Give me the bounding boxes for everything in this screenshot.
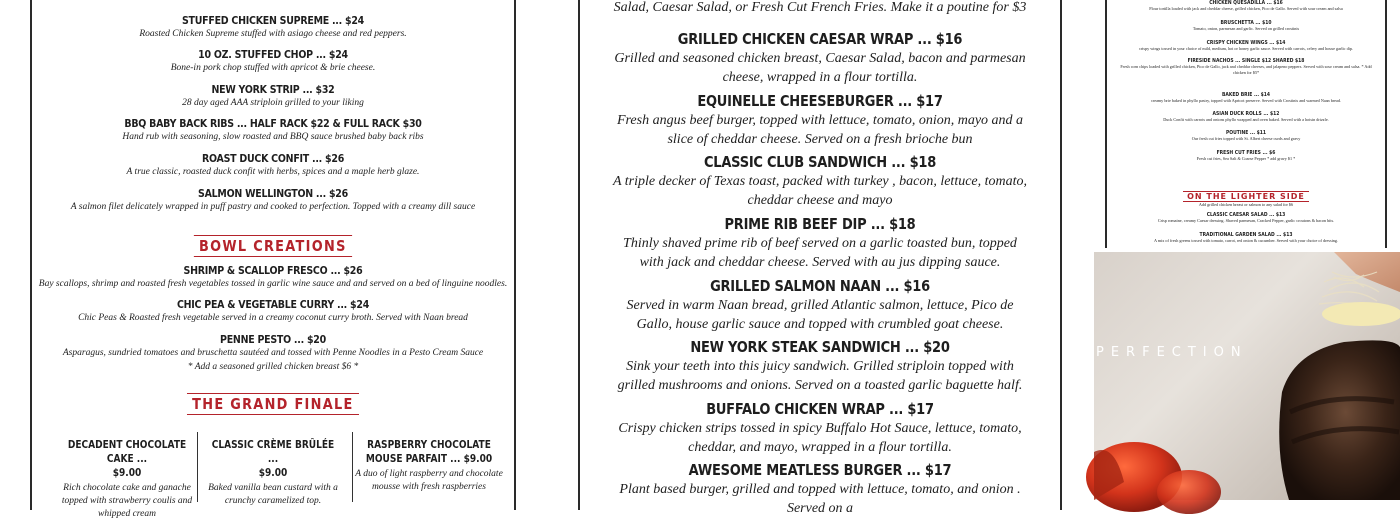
item-name: PENNE PESTO ... $20 (220, 333, 326, 346)
item-description: creamy brie baked in phyllo pastry, topped with Apricot preserve. Served with Crostinis and warmed Naan bread. (1150, 98, 1342, 103)
item-name: NEW YORK STRIP ... $32 (211, 83, 335, 96)
dessert-description: Rich chocolate cake and ganache topped with strawberry coulis and whipped cream (61, 483, 193, 519)
intro-text: Add grilled chicken breast or salmon to any salad for $6 (1198, 202, 1294, 207)
item-name: PRIME RIB BEEF DIP ... $18 (724, 215, 916, 233)
menu-item (580, 215, 1060, 272)
item-description: Crisp romaine, creamy Caesar dressing. Shaved parmesan, Cracked Pepper, garlic croutons & bacon bits. (1157, 218, 1335, 223)
item-name: 10 OZ. STUFFED CHOP ... $24 (198, 48, 348, 61)
item-name: ROAST DUCK CONFIT ... $26 (201, 152, 345, 165)
section-title: THE GRAND FINALE (187, 393, 359, 415)
item-name: POUTINE ... $11 (1225, 130, 1267, 136)
photo-caption: PERFECTION (1096, 345, 1248, 360)
menu-intro (1107, 202, 1385, 208)
menu-item (580, 461, 1060, 518)
menu-item (32, 152, 514, 179)
item-name: EQUINELLE CHEESEBURGER ... $17 (697, 92, 943, 110)
menu-item (1107, 40, 1385, 52)
item-description: A true classic, roasted duck confit with herbs, spices and a maple herb glaze. (126, 167, 420, 177)
item-description: Asparagus, sundried tomatoes and bruschetta sautéed and tossed with Penne Noodles in a Pesto Cream Sauce (62, 348, 484, 358)
dessert-description: Baked vanilla bean custard with a crunchy caramelized top. (208, 483, 338, 506)
section-title: BOWL CREATIONS (194, 235, 352, 257)
dessert-name: RASPBERRY CHOCOLATE MOUSE PARFAIT ... $9.00 (365, 439, 493, 465)
item-name: GRILLED CHICKEN CAESAR WRAP ... $16 (677, 30, 963, 48)
item-description: Bay scallops, shrimp and roasted fresh vegetables tossed in garlic wine sauce and and served on a bed of linguine noodles. (38, 279, 508, 289)
menu-page-mains (30, 0, 516, 519)
menu-item (580, 338, 1060, 395)
menu-item (1107, 111, 1385, 123)
item-name: SALMON WELLINGTON ... $26 (198, 187, 348, 200)
item-description: Bone-in pork chop stuffed with apricot & brie cheese. (170, 63, 376, 73)
item-description: Plant based burger, grilled and topped with lettuce, tomato, and onion . Served on a (619, 482, 1021, 516)
item-name: STUFFED CHICKEN SUPREME ... $24 (182, 14, 364, 27)
menu-item (1107, 150, 1385, 162)
menu-item (1107, 20, 1385, 32)
item-name: ASIAN DUCK ROLLS ... $12 (1212, 111, 1280, 117)
dessert-price: $9.00 (258, 467, 288, 479)
item-description: Served in warm Naan bread, grilled Atlantic salmon, lettuce, Pico de Gallo, house garlic sauce and topped with crumbled goat cheese. (626, 298, 1014, 332)
item-name: CHICKEN QUESADILLA ... $16 (1209, 0, 1283, 6)
menu-item (580, 30, 1060, 87)
item-description: A triple decker of Texas toast, packed with turkey , bacon, lettuce, tomato, cheddar cheese and mayo (612, 174, 1028, 208)
item-name: CLASSIC CAESAR SALAD ... $13 (1206, 212, 1286, 218)
dessert-name: CLASSIC CRÈME BRÛLÉE ... (211, 439, 335, 465)
item-description: Flour tortilla loaded with jack and cheddar cheese, grilled chicken, Pico de Gallo. Served with sour cream and salsa (1149, 6, 1343, 11)
dessert-item (198, 438, 348, 508)
divider (352, 432, 353, 502)
item-name: AWESOME MEATLESS BURGER ... $17 (688, 461, 952, 479)
item-description: Sink your teeth into this juicy sandwich. Grilled striploin topped with grilled mushrooms and onions. Served on a toasted garlic baguette half. (617, 359, 1023, 393)
menu-item (580, 153, 1060, 210)
item-name: CLASSIC CLUB SANDWICH ... $18 (703, 153, 937, 171)
menu-item (32, 14, 514, 41)
plated-steak-illustration (1094, 252, 1400, 500)
section-heading-lighter (1107, 184, 1385, 203)
item-description: Chic Peas & Roasted fresh vegetable served in a creamy coconut curry broth. Served with Naan bread (78, 313, 468, 323)
menu-item (32, 187, 514, 214)
dessert-price: $9.00 (112, 467, 142, 479)
item-name: CRISPY CHICKEN WINGS ... $14 (1206, 40, 1286, 46)
menu-item (32, 264, 514, 291)
section-heading-finale (32, 393, 514, 415)
section-title: ON THE LIGHTER SIDE (1183, 191, 1309, 202)
dessert-description: A duo of light raspberry and chocolate mousse with fresh raspberries (355, 469, 503, 492)
item-description: Grilled and seasoned chicken breast, Caesar Salad, bacon and parmesan cheese, wrapped in a flour tortilla. (614, 51, 1026, 85)
menu-item (580, 92, 1060, 149)
item-description: Our fresh cut fries topped with St. Albert cheese curds and gravy (1191, 136, 1301, 141)
item-description: A salmon filet delicately wrapped in puff pastry and cooked to perfection. Topped with a creamy dill sauce (70, 202, 476, 212)
menu-item (1107, 212, 1385, 224)
item-description: crispy wings tossed in your choice of mild, medium, hot or honey garlic sauce. Served with carrots, celery and house garlic dip. (1139, 46, 1353, 51)
item-note: * Add a seasoned grilled chicken breast $6 * (187, 362, 359, 372)
menu-item (1107, 92, 1385, 104)
menu-item (1107, 58, 1385, 76)
item-name: BBQ BABY BACK RIBS ... HALF RACK $22 & FULL RACK $30 (124, 117, 422, 130)
item-description: 28 day aged AAA striploin grilled to your liking (182, 98, 364, 108)
item-name: FRESH CUT FRIES ... $6 (1216, 150, 1276, 156)
item-name: BUFFALO CHICKEN WRAP ... $17 (706, 400, 934, 418)
item-description: Fresh corn chips loaded with grilled chicken, Pico de Gallo, jack and cheddar cheeses, and jalapeno peppers. Served with sour cream and salsa. * Add chicken for $5* (1120, 64, 1372, 75)
item-name: NEW YORK STEAK SANDWICH ... $20 (690, 338, 950, 356)
menu-item (32, 298, 514, 325)
menu-page-hand-held (578, 0, 1062, 516)
item-name: BRUSCHETTA ... $10 (1220, 20, 1272, 26)
item-name: FIRESIDE NACHOS ... SINGLE $12 SHARED $18 (1187, 58, 1305, 64)
menu-item (32, 333, 514, 374)
menu-item (32, 117, 514, 144)
item-name: SHRIMP & SCALLOP FRESCO ... $26 (183, 264, 363, 277)
intro-text: Salad, Caesar Salad, or Fresh Cut French Fries. Make it a poutine for $3 (613, 0, 1027, 15)
item-description: Crispy chicken strips tossed in spicy Buffalo Hot Sauce, lettuce, tomato, cheddar, and mayo, wrapped in a flour tortilla. (618, 421, 1022, 455)
item-description: Roasted Chicken Supreme stuffed with asiago cheese and red peppers. (139, 29, 407, 39)
dessert-item (52, 438, 202, 521)
menu-item (32, 83, 514, 110)
menu-item (1107, 0, 1385, 12)
item-name: CHIC PEA & VEGETABLE CURRY ... $24 (176, 298, 370, 311)
item-description: Tomato, onion, parmesan and garlic. Served on grilled crostinis (1192, 26, 1300, 31)
menu-item (32, 48, 514, 75)
item-name: TRADITIONAL GARDEN SALAD ... $13 (1199, 232, 1293, 238)
food-photo (1094, 252, 1400, 500)
dessert-name: DECADENT CHOCOLATE CAKE ... (67, 439, 187, 465)
menu-item (580, 277, 1060, 334)
item-description: Thinly shaved prime rib of beef served on a garlic toasted bun, topped with jack and cheddar cheese. Served with au jus dipping sauce. (623, 236, 1017, 270)
item-description: Fresh angus beef burger, topped with lettuce, tomato, onion, mayo and a slice of cheddar cheese. Served on a fresh brioche bun (616, 113, 1024, 147)
menu-intro (580, 0, 1060, 17)
item-name: GRILLED SALMON NAAN ... $16 (710, 277, 930, 295)
menu-item (1107, 130, 1385, 142)
menu-item (580, 400, 1060, 457)
item-description: Hand rub with seasoning, slow roasted and BBQ sauce brushed baby back ribs (122, 132, 424, 142)
section-heading-bowl (32, 235, 514, 257)
menu-page-starters (1105, 0, 1387, 248)
item-description: A mix of fresh greens tossed with tomato, carrot, red onion & cucumber. Served with your choice of dressing. (1154, 238, 1338, 243)
menu-item (1107, 232, 1385, 244)
item-description: Duck Confit with carrots and onions phyllo wrapped and oven baked. Served with a hoisin drizzle. (1163, 117, 1329, 122)
item-description: Fresh cut fries, Sea Salt & Coarse Pepper * add gravy $1 * (1196, 156, 1296, 161)
item-name: BAKED BRIE ... $14 (1221, 92, 1271, 98)
dessert-item (354, 438, 504, 494)
